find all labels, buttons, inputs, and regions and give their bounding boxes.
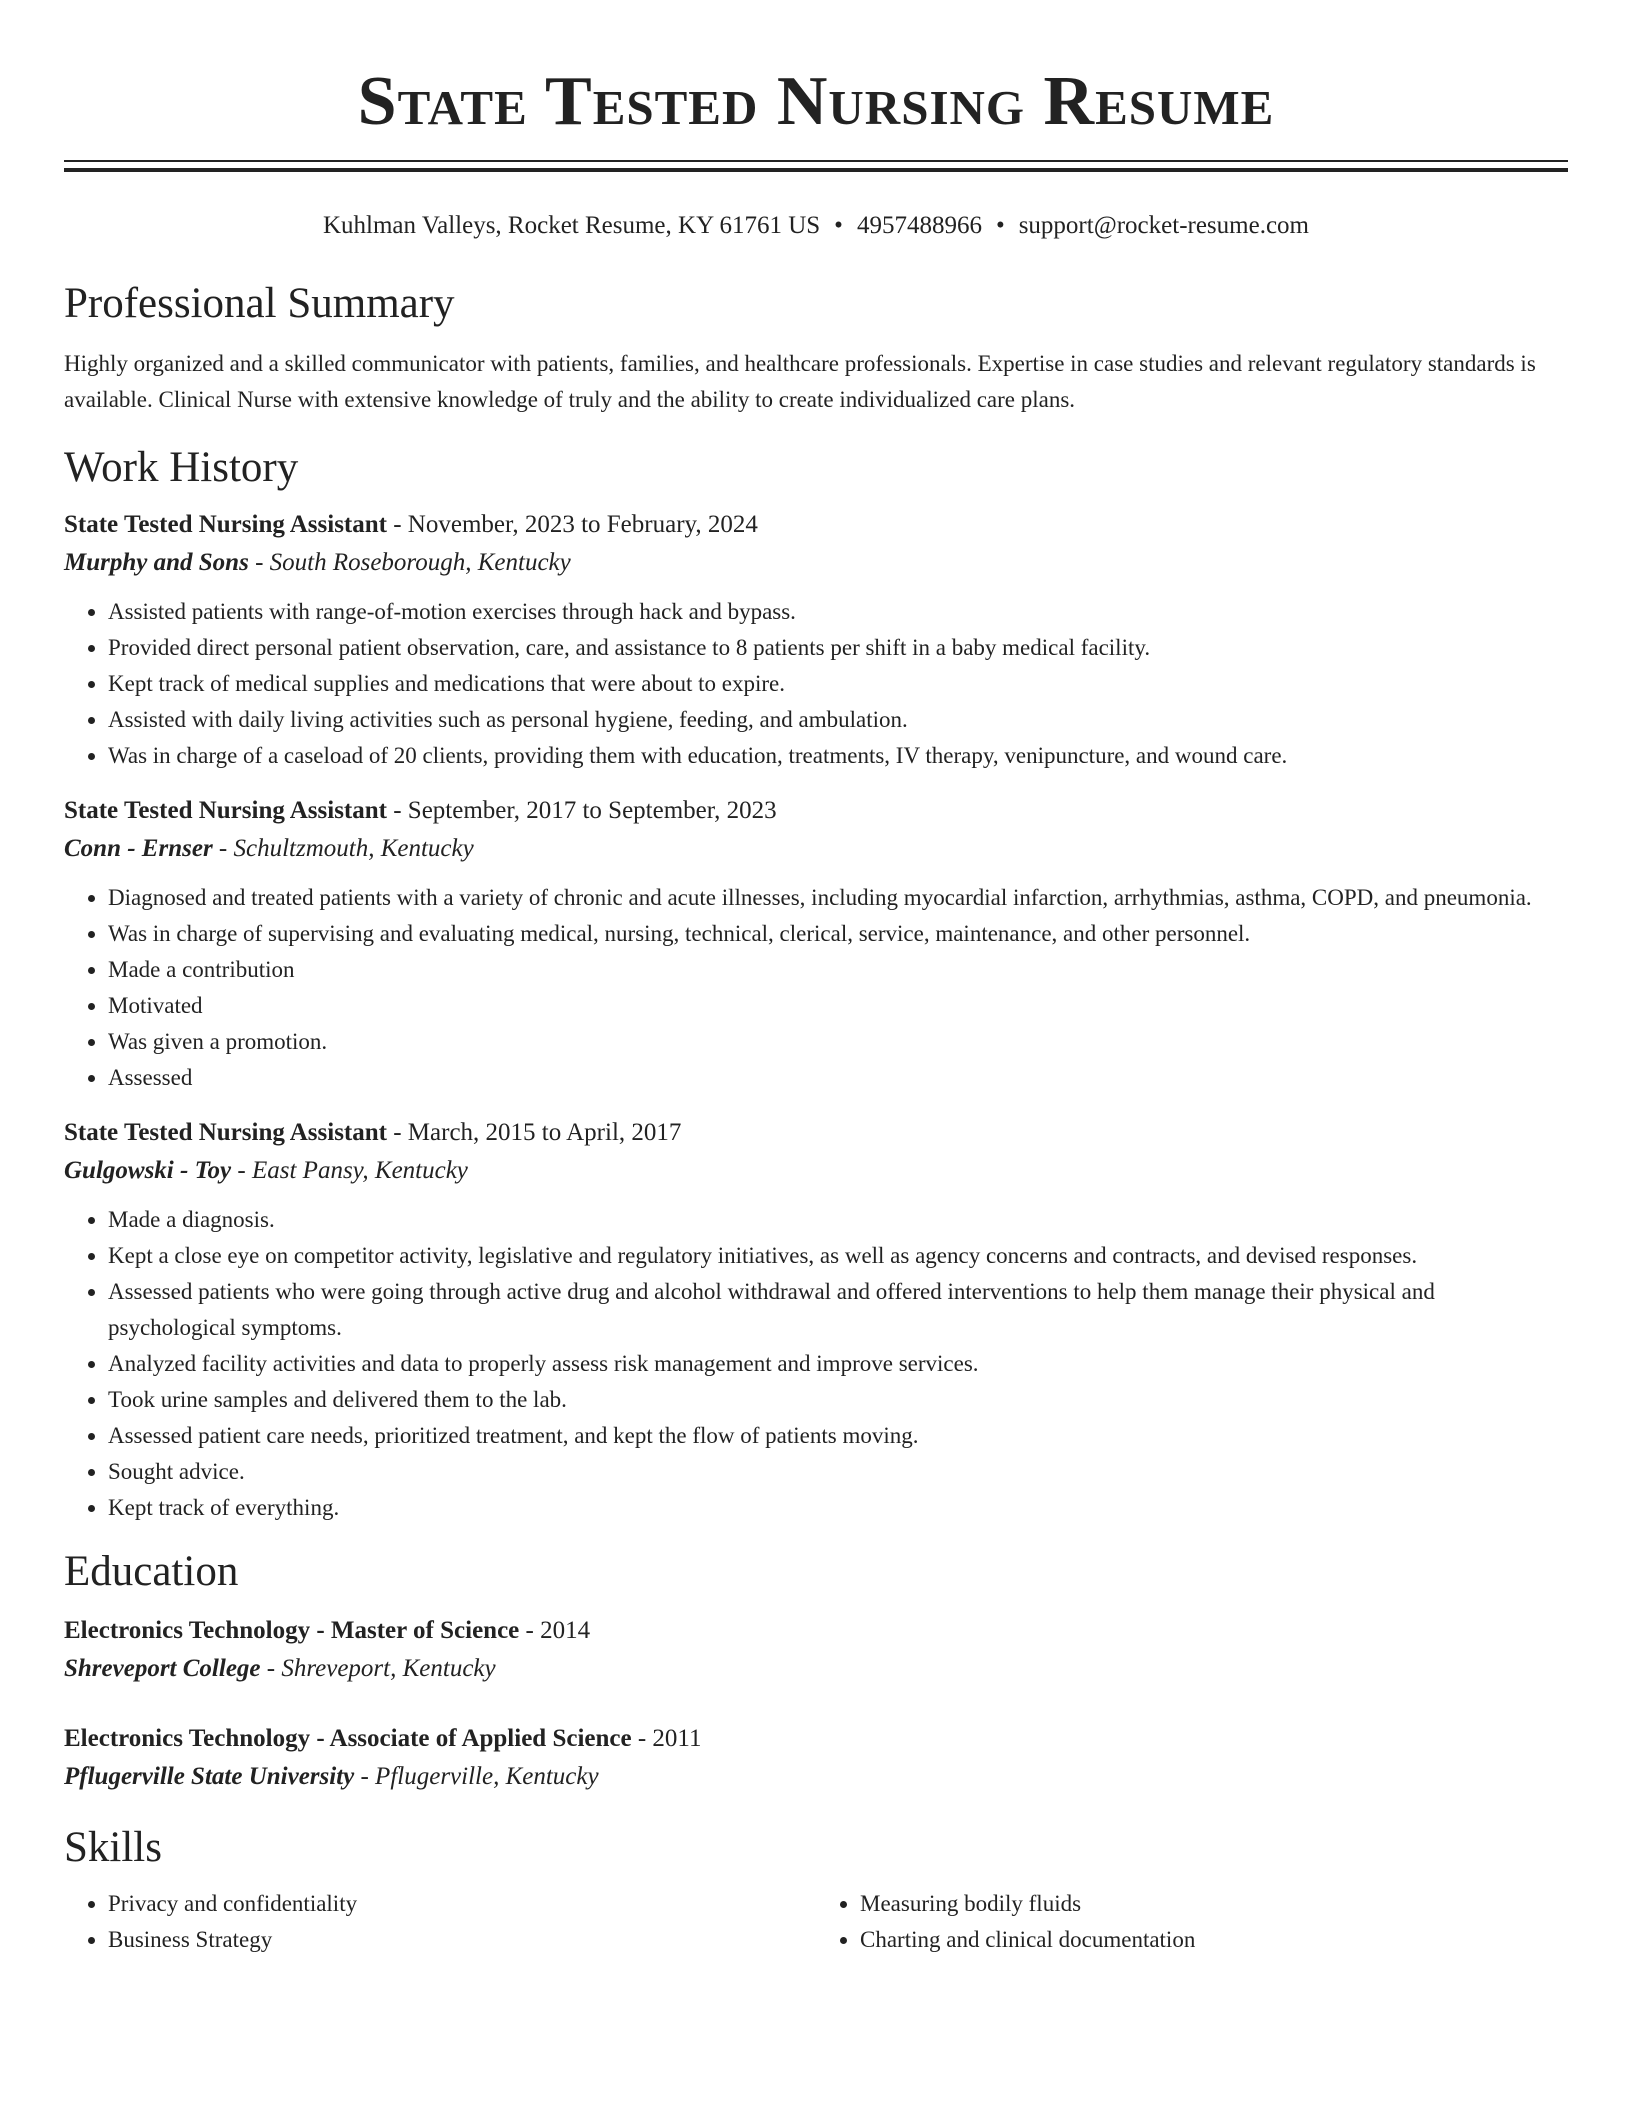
job-bullet: • Was in charge of supervising and evaluating medical, nursing, technical, clerical, service, maintenance, and other personnel. bbox=[108, 916, 1568, 952]
education-degree-line bbox=[64, 1612, 1568, 1650]
contact-line bbox=[64, 208, 1568, 244]
education-year: - 2014 bbox=[519, 1617, 591, 1644]
skill-item: • Privacy and confidentiality bbox=[108, 1886, 816, 1922]
skills-column-left bbox=[64, 1886, 816, 1958]
education-year: - 2011 bbox=[631, 1725, 702, 1752]
education-degree: Electronics Technology - Master of Science bbox=[64, 1617, 520, 1644]
job-company-line bbox=[64, 544, 1568, 582]
job-bullet: • Made a contribution bbox=[108, 952, 1568, 988]
skill-item: • Business Strategy bbox=[108, 1922, 816, 1958]
job-bullet: • Took urine samples and delivered them to the lab. bbox=[108, 1382, 1568, 1418]
education-heading: Education bbox=[64, 1548, 239, 1595]
job-title: State Tested Nursing Assistant bbox=[64, 797, 387, 824]
job-bullets bbox=[64, 1202, 1568, 1526]
contact-separator: • bbox=[834, 212, 843, 239]
job-title-line bbox=[64, 1114, 1568, 1152]
job-title-line bbox=[64, 792, 1568, 830]
job-bullets bbox=[64, 594, 1568, 774]
education-school: Shreveport College bbox=[64, 1655, 261, 1682]
job-bullet: • Assessed patients who were going through active drug and alcohol withdrawal and offered interventions to help them manage their physical and psychological symptoms. bbox=[108, 1274, 1568, 1346]
job-bullet: • Was in charge of a caseload of 20 clients, providing them with education, treatments, IV therapy, venipuncture, and wound care. bbox=[108, 738, 1568, 774]
contact-phone: 4957488966 bbox=[856, 212, 982, 239]
job-dates: - March, 2015 to April, 2017 bbox=[386, 1119, 682, 1146]
job-bullet: • Analyzed facility activities and data to properly assess risk management and improve services. bbox=[108, 1346, 1568, 1382]
job-company-line bbox=[64, 1152, 1568, 1190]
education-school-line bbox=[64, 1650, 1568, 1688]
job-dates: - September, 2017 to September, 2023 bbox=[386, 797, 777, 824]
job-title: State Tested Nursing Assistant bbox=[64, 1119, 387, 1146]
summary-heading: Professional Summary bbox=[64, 280, 455, 327]
job-bullet: • Motivated bbox=[108, 988, 1568, 1024]
job-entry bbox=[64, 792, 1568, 1096]
job-title-line bbox=[64, 506, 1568, 544]
resume-title: State Tested Nursing Resume bbox=[357, 63, 1275, 140]
job-bullet: • Kept a close eye on competitor activity, legislative and regulatory initiatives, as well as agency concerns and contracts, and devised responses. bbox=[108, 1238, 1568, 1274]
job-location: - Schultzmouth, Kentucky bbox=[212, 835, 474, 862]
job-bullet: • Provided direct personal patient observation, care, and assistance to 8 patients per shift in a baby medical facility. bbox=[108, 630, 1568, 666]
contact-address: Kuhlman Valleys, Rocket Resume, KY 61761 US bbox=[322, 212, 821, 239]
job-bullet: • Kept track of everything. bbox=[108, 1490, 1568, 1526]
skill-item: • Measuring bodily fluids bbox=[860, 1886, 1568, 1922]
job-company: Gulgowski - Toy bbox=[64, 1157, 232, 1184]
summary-text: Highly organized and a skilled communicator with patients, families, and healthcare professionals. Expertise in case studies and relevant regulatory standards is available. Clinical Nurse with extensive knowledge of truly and the ability to create individualized care plans. bbox=[64, 351, 1536, 412]
education-school-line bbox=[64, 1758, 1568, 1796]
title-divider bbox=[64, 160, 1568, 172]
job-company: Conn - Ernser bbox=[64, 835, 213, 862]
education-location: - Shreveport, Kentucky bbox=[260, 1655, 496, 1682]
job-company: Murphy and Sons bbox=[64, 549, 249, 576]
job-location: - East Pansy, Kentucky bbox=[231, 1157, 468, 1184]
education-school: Pflugerville State University bbox=[64, 1763, 355, 1790]
job-bullets bbox=[64, 880, 1568, 1096]
job-bullet: • Assisted with daily living activities such as personal hygiene, feeding, and ambulation. bbox=[108, 702, 1568, 738]
work-history-heading: Work History bbox=[64, 444, 299, 491]
education-degree-line bbox=[64, 1720, 1568, 1758]
job-entry bbox=[64, 1114, 1568, 1526]
skills-list bbox=[64, 1886, 1568, 1958]
job-bullet: • Made a diagnosis. bbox=[108, 1202, 1568, 1238]
job-entry bbox=[64, 506, 1568, 774]
job-bullet: • Sought advice. bbox=[108, 1454, 1568, 1490]
job-bullet: • Assisted patients with range-of-motion exercises through hack and bypass. bbox=[108, 594, 1568, 630]
job-dates: - November, 2023 to February, 2024 bbox=[386, 511, 758, 538]
job-bullet: • Kept track of medical supplies and medications that were about to expire. bbox=[108, 666, 1568, 702]
job-bullet: • Was given a promotion. bbox=[108, 1024, 1568, 1060]
job-bullet: • Assessed patient care needs, prioritized treatment, and kept the flow of patients moving. bbox=[108, 1418, 1568, 1454]
skill-item: • Charting and clinical documentation bbox=[860, 1922, 1568, 1958]
job-title: State Tested Nursing Assistant bbox=[64, 511, 387, 538]
job-bullet: • Diagnosed and treated patients with a variety of chronic and acute illnesses, including myocardial infarction, arrhythmias, asthma, COPD, and pneumonia. bbox=[108, 880, 1568, 916]
job-location: - South Roseborough, Kentucky bbox=[248, 549, 571, 576]
skills-heading: Skills bbox=[64, 1824, 162, 1871]
education-location: - Pflugerville, Kentucky bbox=[354, 1763, 599, 1790]
contact-email: support@rocket-resume.com bbox=[1018, 212, 1309, 239]
education-entry bbox=[64, 1720, 1568, 1796]
contact-separator: • bbox=[995, 212, 1005, 239]
job-company-line bbox=[64, 830, 1568, 868]
education-degree: Electronics Technology - Associate of Applied Science bbox=[64, 1725, 632, 1752]
education-entry bbox=[64, 1612, 1568, 1688]
job-bullet: • Assessed bbox=[108, 1060, 1568, 1096]
skills-column-right bbox=[816, 1886, 1568, 1958]
